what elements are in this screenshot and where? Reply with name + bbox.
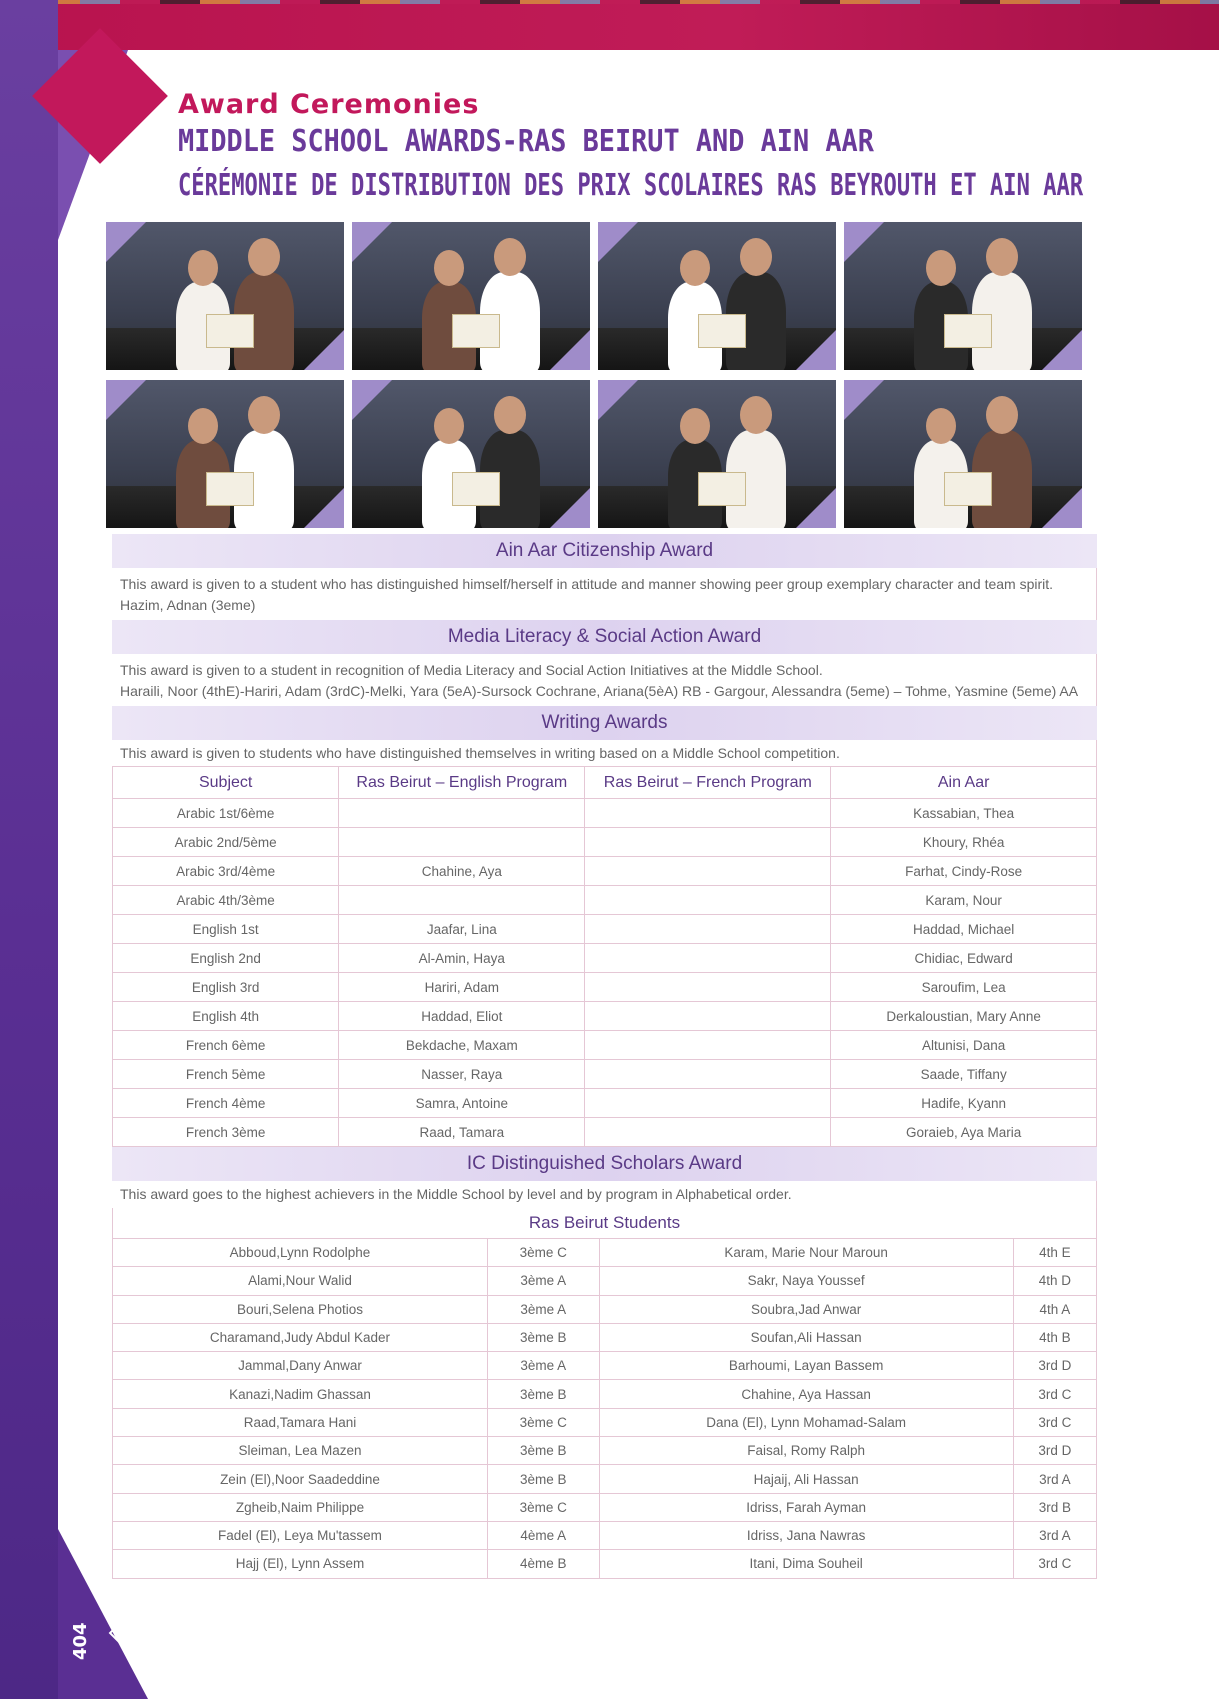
table-cell: Karam, Nour <box>831 886 1097 915</box>
table-cell: 4th D <box>1013 1267 1096 1295</box>
table-cell: French 4ème <box>113 1089 339 1118</box>
table-cell: 3ème B <box>487 1323 599 1351</box>
table-cell <box>585 1031 831 1060</box>
column-header: Ras Beirut – French Program <box>585 767 831 799</box>
top-banner <box>0 0 1219 50</box>
table-row <box>113 1352 1097 1380</box>
ceremony-photo <box>598 222 836 370</box>
citizenship-award-title: Ain Aar Citizenship Award <box>112 534 1097 568</box>
table-cell: Bouri,Selena Photios <box>113 1295 488 1323</box>
section-label: Award Ceremonies <box>178 89 480 120</box>
table-cell: Karam, Marie Nour Maroun <box>599 1239 1013 1267</box>
photo-collage <box>106 222 1083 528</box>
table-cell: Saade, Tiffany <box>831 1060 1097 1089</box>
table-cell <box>585 1118 831 1147</box>
table-cell: Arabic 4th/3ème <box>113 886 339 915</box>
table-row <box>113 1323 1097 1351</box>
table-cell <box>585 828 831 857</box>
table-cell: Raad,Tamara Hani <box>113 1408 488 1436</box>
table-cell: Hajaij, Ali Hassan <box>599 1465 1013 1493</box>
table-cell: English 2nd <box>113 944 339 973</box>
table-cell: Farhat, Cindy-Rose <box>831 857 1097 886</box>
writing-description: This award is given to students who have distinguished themselves in writing based on a Middle School competition. <box>112 740 1097 766</box>
table-cell: Abboud,Lynn Rodolphe <box>113 1239 488 1267</box>
table-cell: 3ème C <box>487 1408 599 1436</box>
table-cell: Kassabian, Thea <box>831 799 1097 828</box>
table-cell <box>585 886 831 915</box>
table-cell <box>339 799 585 828</box>
table-cell: Chahine, Aya Hassan <box>599 1380 1013 1408</box>
table-cell <box>585 1089 831 1118</box>
table-row <box>113 973 1097 1002</box>
table-row <box>113 886 1097 915</box>
table-cell: Sakr, Naya Youssef <box>599 1267 1013 1295</box>
table-cell: Itani, Dima Souheil <box>599 1550 1013 1578</box>
table-cell: 3rd B <box>1013 1493 1096 1521</box>
table-cell: Arabic 2nd/5ème <box>113 828 339 857</box>
table-row <box>113 1031 1097 1060</box>
table-cell: 4ème A <box>487 1521 599 1549</box>
table-cell: Hajj (El), Lynn Assem <box>113 1550 488 1578</box>
table-cell: 3ème C <box>487 1239 599 1267</box>
ceremony-photo <box>598 380 836 528</box>
table-cell: Bekdache, Maxam <box>339 1031 585 1060</box>
table-cell <box>585 944 831 973</box>
table-cell <box>339 828 585 857</box>
media-description: This award is given to a student in recognition of Media Literacy and Social Action Initiatives at the Middle School. <box>120 662 823 678</box>
table-cell: Chahine, Aya <box>339 857 585 886</box>
media-award-body <box>112 654 1097 706</box>
writing-table-body <box>113 799 1097 1147</box>
table-cell <box>585 857 831 886</box>
table-cell: Chidiac, Edward <box>831 944 1097 973</box>
scholars-description: This award goes to the highest achievers in the Middle School by level and by program in Alphabetical order. <box>112 1181 1097 1208</box>
table-row <box>113 1493 1097 1521</box>
media-recipients: Haraili, Noor (4thE)-Hariri, Adam (3rdC)-Melki, Yara (5eA)-Sursock Cochrane, Ariana(5èA) RB - Gargour, Alessandra (5eme) – Tohme, Yasmine (5eme) AA <box>120 683 1079 699</box>
ceremony-photo <box>844 380 1082 528</box>
table-cell: Jaafar, Lina <box>339 915 585 944</box>
table-cell: Zgheib,Naim Philippe <box>113 1493 488 1521</box>
table-cell: Sleiman, Lea Mazen <box>113 1437 488 1465</box>
table-cell: Faisal, Romy Ralph <box>599 1437 1013 1465</box>
table-row <box>113 1239 1097 1267</box>
table-row <box>113 1295 1097 1323</box>
awards-section <box>112 534 1097 1579</box>
table-cell: 3ème B <box>487 1437 599 1465</box>
table-cell: French 6ème <box>113 1031 339 1060</box>
table-cell: English 4th <box>113 1002 339 1031</box>
ceremony-photo <box>352 380 590 528</box>
table-cell: Charamand,Judy Abdul Kader <box>113 1323 488 1351</box>
table-row <box>113 828 1097 857</box>
table-cell: Zein (El),Noor Saadeddine <box>113 1465 488 1493</box>
table-cell: Kanazi,Nadim Ghassan <box>113 1380 488 1408</box>
table-cell <box>585 1060 831 1089</box>
table-row <box>113 944 1097 973</box>
table-row <box>113 1089 1097 1118</box>
table-cell: 3rd C <box>1013 1408 1096 1436</box>
table-cell: 3rd C <box>1013 1550 1096 1578</box>
column-header: Ain Aar <box>831 767 1097 799</box>
table-cell: Khoury, Rhéa <box>831 828 1097 857</box>
table-cell: Hariri, Adam <box>339 973 585 1002</box>
table-cell: Jammal,Dany Anwar <box>113 1352 488 1380</box>
table-row <box>113 1521 1097 1549</box>
table-row <box>113 1380 1097 1408</box>
scholars-table <box>112 1238 1097 1579</box>
table-cell: Idriss, Jana Nawras <box>599 1521 1013 1549</box>
writing-award-title: Writing Awards <box>112 706 1097 740</box>
scholars-award-title: IC Distinguished Scholars Award <box>112 1147 1097 1181</box>
table-row <box>113 1437 1097 1465</box>
table-cell: 3ème A <box>487 1267 599 1295</box>
table-cell: Haddad, Eliot <box>339 1002 585 1031</box>
ceremony-photo <box>352 222 590 370</box>
column-header: Subject <box>113 767 339 799</box>
table-row <box>113 1465 1097 1493</box>
page-header <box>178 88 1188 208</box>
table-cell: Saroufim, Lea <box>831 973 1097 1002</box>
table-cell: 3ème B <box>487 1380 599 1408</box>
table-cell: Samra, Antoine <box>339 1089 585 1118</box>
table-cell <box>339 886 585 915</box>
table-cell: 3ème B <box>487 1465 599 1493</box>
table-cell: 3ème A <box>487 1352 599 1380</box>
table-cell: Altunisi, Dana <box>831 1031 1097 1060</box>
ceremony-photo <box>106 222 344 370</box>
writing-awards-table <box>112 766 1097 1147</box>
table-cell: Arabic 3rd/4ème <box>113 857 339 886</box>
ceremony-photo <box>106 380 344 528</box>
table-cell: Soufan,Ali Hassan <box>599 1323 1013 1351</box>
color-stripe <box>0 0 1219 4</box>
table-cell: Dana (El), Lynn Mohamad-Salam <box>599 1408 1013 1436</box>
table-cell: Nasser, Raya <box>339 1060 585 1089</box>
table-cell: 3rd D <box>1013 1352 1096 1380</box>
table-cell: Haddad, Michael <box>831 915 1097 944</box>
table-cell: Raad, Tamara <box>339 1118 585 1147</box>
table-cell: Fadel (El), Leya Mu'tassem <box>113 1521 488 1549</box>
table-cell: 3rd A <box>1013 1521 1096 1549</box>
table-cell: 3ème C <box>487 1493 599 1521</box>
page-title: MIDDLE SCHOOL AWARDS-RAS BEIRUT AND AIN AAR <box>178 124 874 159</box>
citizenship-award-body <box>112 568 1097 620</box>
table-cell: Goraieb, Aya Maria <box>831 1118 1097 1147</box>
table-cell: Al-Amin, Haya <box>339 944 585 973</box>
table-cell: Derkaloustian, Mary Anne <box>831 1002 1097 1031</box>
table-cell <box>585 1002 831 1031</box>
table-cell <box>585 915 831 944</box>
table-row <box>113 799 1097 828</box>
column-header: Ras Beirut – English Program <box>339 767 585 799</box>
table-cell: Arabic 1st/6ème <box>113 799 339 828</box>
table-cell: 3rd D <box>1013 1437 1096 1465</box>
table-cell: English 1st <box>113 915 339 944</box>
table-cell: French 5ème <box>113 1060 339 1089</box>
table-cell <box>585 799 831 828</box>
table-row <box>113 857 1097 886</box>
table-row <box>113 1550 1097 1578</box>
table-cell: 4th E <box>1013 1239 1096 1267</box>
table-row <box>113 1118 1097 1147</box>
scholars-subheading: Ras Beirut Students <box>112 1208 1097 1238</box>
table-cell: French 3ème <box>113 1118 339 1147</box>
table-cell: Alami,Nour Walid <box>113 1267 488 1295</box>
table-cell: English 3rd <box>113 973 339 1002</box>
scholars-table-body <box>113 1239 1097 1579</box>
table-cell: 4th B <box>1013 1323 1096 1351</box>
purple-sidebar <box>0 0 58 1699</box>
citizenship-recipient: Hazim, Adnan (3eme) <box>120 597 256 613</box>
table-cell: 3rd C <box>1013 1380 1096 1408</box>
table-cell: 3rd A <box>1013 1465 1096 1493</box>
table-cell: Hadife, Kyann <box>831 1089 1097 1118</box>
table-cell: Soubra,Jad Anwar <box>599 1295 1013 1323</box>
table-cell: 4ème B <box>487 1550 599 1578</box>
table-row <box>113 915 1097 944</box>
table-row <box>113 1408 1097 1436</box>
media-award-title: Media Literacy & Social Action Award <box>112 620 1097 654</box>
page-title-french: CÉRÉMONIE DE DISTRIBUTION DES PRIX SCOLAIRES RAS BEYROUTH ET AIN AAR <box>178 168 1084 203</box>
table-cell: 4th A <box>1013 1295 1096 1323</box>
table-cell: Idriss, Farah Ayman <box>599 1493 1013 1521</box>
ceremony-photo <box>844 222 1082 370</box>
table-row <box>113 1060 1097 1089</box>
table-cell: 3ème A <box>487 1295 599 1323</box>
table-row <box>113 1267 1097 1295</box>
citizenship-description: This award is given to a student who has distinguished himself/herself in attitude and manner showing peer group exemplary character and team spirit. <box>120 576 1054 592</box>
table-cell: Barhoumi, Layan Bassem <box>599 1352 1013 1380</box>
table-cell <box>585 973 831 1002</box>
table-row <box>113 1002 1097 1031</box>
writing-table-header <box>113 767 1097 799</box>
page-number: 404 <box>70 1622 91 1660</box>
